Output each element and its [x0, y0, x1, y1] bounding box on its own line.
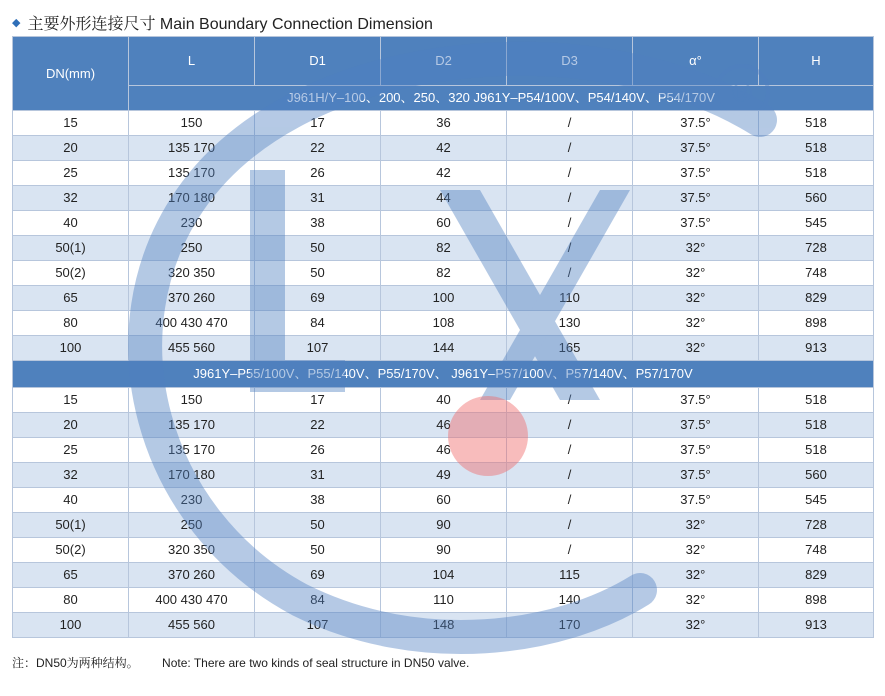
- table-cell: 400 430 470: [129, 311, 255, 336]
- table-cell: 170: [507, 613, 633, 638]
- table-cell: 32: [13, 463, 129, 488]
- group1-header-row: [13, 86, 874, 111]
- table-cell: 165: [507, 336, 633, 361]
- table-cell: 49: [381, 463, 507, 488]
- table-cell: 37.5°: [633, 438, 759, 463]
- table-row: [13, 136, 874, 161]
- table-row: [13, 111, 874, 136]
- table-cell: 60: [381, 211, 507, 236]
- header-row: [13, 37, 874, 86]
- table-cell: 455 560: [129, 336, 255, 361]
- table-row: [13, 613, 874, 638]
- table-cell: /: [507, 463, 633, 488]
- group1-label: J961H/Y–100、200、250、320 J961Y–P54/100V、P54/140V、P54/170V: [129, 86, 874, 111]
- table-cell: 230: [129, 488, 255, 513]
- table-row: [13, 211, 874, 236]
- table-cell: 829: [759, 563, 874, 588]
- table-cell: 42: [381, 161, 507, 186]
- group2-body: [13, 388, 874, 638]
- table-cell: 90: [381, 513, 507, 538]
- table-cell: /: [507, 513, 633, 538]
- note-en: Note: There are two kinds of seal structure in DN50 valve.: [162, 656, 470, 670]
- table-cell: 748: [759, 261, 874, 286]
- header-d3: D3: [507, 37, 633, 86]
- table-cell: 170 180: [129, 463, 255, 488]
- table-row: [13, 413, 874, 438]
- table-cell: 37.5°: [633, 136, 759, 161]
- table-cell: 46: [381, 438, 507, 463]
- table-cell: 22: [255, 136, 381, 161]
- table-cell: 400 430 470: [129, 588, 255, 613]
- table-cell: 42: [381, 136, 507, 161]
- table-cell: /: [507, 236, 633, 261]
- table-cell: 31: [255, 186, 381, 211]
- table-cell: 728: [759, 236, 874, 261]
- table-row: [13, 438, 874, 463]
- table-cell: /: [507, 538, 633, 563]
- table-cell: 80: [13, 311, 129, 336]
- diamond-bullet-icon: ◆: [12, 16, 21, 29]
- table-cell: 32°: [633, 261, 759, 286]
- table-cell: 50(1): [13, 513, 129, 538]
- table-cell: 140: [507, 588, 633, 613]
- table-row: [13, 488, 874, 513]
- table-cell: 38: [255, 488, 381, 513]
- table-cell: 518: [759, 111, 874, 136]
- table-cell: 898: [759, 588, 874, 613]
- table-cell: 32°: [633, 588, 759, 613]
- table-cell: 31: [255, 463, 381, 488]
- footnote: [12, 654, 469, 671]
- table-cell: 37.5°: [633, 413, 759, 438]
- table-cell: 32°: [633, 538, 759, 563]
- table-cell: 545: [759, 488, 874, 513]
- table-cell: 320 350: [129, 261, 255, 286]
- table-cell: 50(2): [13, 261, 129, 286]
- table-cell: 250: [129, 513, 255, 538]
- table-cell: 22: [255, 413, 381, 438]
- table-cell: 455 560: [129, 613, 255, 638]
- table-cell: 82: [381, 261, 507, 286]
- table-cell: 110: [507, 286, 633, 311]
- table-row: [13, 388, 874, 413]
- header-l: L: [129, 37, 255, 86]
- table-cell: 108: [381, 311, 507, 336]
- table-cell: 728: [759, 513, 874, 538]
- table-cell: 135 170: [129, 136, 255, 161]
- table-cell: 26: [255, 161, 381, 186]
- table-cell: 32: [13, 186, 129, 211]
- group1-body: [13, 111, 874, 361]
- table-cell: 100: [381, 286, 507, 311]
- header-h: H: [759, 37, 874, 86]
- table-row: [13, 538, 874, 563]
- dimension-table: [12, 36, 874, 638]
- table-cell: 25: [13, 161, 129, 186]
- table-cell: 69: [255, 286, 381, 311]
- table-cell: 913: [759, 336, 874, 361]
- group2-label: J961Y–P55/100V、P55/140V、P55/170V、 J961Y–P57/100V、P57/140V、P57/170V: [13, 361, 874, 388]
- table-cell: /: [507, 161, 633, 186]
- table-cell: 50(1): [13, 236, 129, 261]
- table-cell: 150: [129, 388, 255, 413]
- table-cell: 84: [255, 588, 381, 613]
- table-cell: 560: [759, 186, 874, 211]
- table-cell: 104: [381, 563, 507, 588]
- table-cell: /: [507, 388, 633, 413]
- table-cell: 32°: [633, 236, 759, 261]
- table-cell: 518: [759, 136, 874, 161]
- table-cell: 40: [13, 488, 129, 513]
- table-cell: 17: [255, 388, 381, 413]
- table-cell: 15: [13, 111, 129, 136]
- table-cell: 36: [381, 111, 507, 136]
- table-cell: /: [507, 211, 633, 236]
- table-cell: 26: [255, 438, 381, 463]
- table-cell: 65: [13, 286, 129, 311]
- table-row: [13, 186, 874, 211]
- table-cell: 15: [13, 388, 129, 413]
- table-cell: 20: [13, 413, 129, 438]
- table-cell: 130: [507, 311, 633, 336]
- table-cell: 50: [255, 236, 381, 261]
- table-cell: 107: [255, 613, 381, 638]
- table-cell: 17: [255, 111, 381, 136]
- table-cell: 32°: [633, 563, 759, 588]
- table-cell: 135 170: [129, 161, 255, 186]
- table-cell: /: [507, 136, 633, 161]
- table-cell: /: [507, 413, 633, 438]
- group2-header-row: [13, 361, 874, 388]
- table-cell: 748: [759, 538, 874, 563]
- table-cell: 37.5°: [633, 488, 759, 513]
- table-row: [13, 336, 874, 361]
- table-cell: 32°: [633, 513, 759, 538]
- note-cn: 注：DN50为两种结构。: [12, 656, 139, 670]
- table-cell: 40: [13, 211, 129, 236]
- table-cell: 25: [13, 438, 129, 463]
- table-row: [13, 311, 874, 336]
- table-cell: 37.5°: [633, 161, 759, 186]
- table-cell: 65: [13, 563, 129, 588]
- table-row: [13, 463, 874, 488]
- table-row: [13, 161, 874, 186]
- table-cell: 518: [759, 413, 874, 438]
- title-text: 主要外形连接尺寸 Main Boundary Connection Dimension: [27, 15, 433, 33]
- table-row: [13, 236, 874, 261]
- header-alpha: α°: [633, 37, 759, 86]
- page-title: [12, 10, 433, 34]
- table-cell: 250: [129, 236, 255, 261]
- table-cell: 50: [255, 538, 381, 563]
- table-cell: 100: [13, 613, 129, 638]
- svg-text:®: ®: [731, 77, 753, 108]
- table-cell: 560: [759, 463, 874, 488]
- table-cell: 38: [255, 211, 381, 236]
- table-cell: /: [507, 438, 633, 463]
- table-cell: 144: [381, 336, 507, 361]
- header-d1: D1: [255, 37, 381, 86]
- table-cell: 32°: [633, 613, 759, 638]
- table-cell: 37.5°: [633, 388, 759, 413]
- table-cell: 50(2): [13, 538, 129, 563]
- table-cell: 37.5°: [633, 186, 759, 211]
- table-cell: 518: [759, 161, 874, 186]
- table-row: [13, 261, 874, 286]
- table-cell: 100: [13, 336, 129, 361]
- table-cell: /: [507, 111, 633, 136]
- table-cell: 107: [255, 336, 381, 361]
- table-cell: 545: [759, 211, 874, 236]
- table-cell: /: [507, 488, 633, 513]
- table-cell: 80: [13, 588, 129, 613]
- table-cell: 370 260: [129, 563, 255, 588]
- table-cell: 50: [255, 513, 381, 538]
- header-dn: DN(mm): [13, 37, 129, 111]
- table-cell: 370 260: [129, 286, 255, 311]
- header-d2: D2: [381, 37, 507, 86]
- table-cell: 150: [129, 111, 255, 136]
- table-cell: 37.5°: [633, 463, 759, 488]
- table-cell: 230: [129, 211, 255, 236]
- table-cell: 135 170: [129, 413, 255, 438]
- table-cell: 40: [381, 388, 507, 413]
- table-cell: 37.5°: [633, 111, 759, 136]
- table-row: [13, 286, 874, 311]
- table-cell: 32°: [633, 286, 759, 311]
- table-cell: 135 170: [129, 438, 255, 463]
- table-cell: /: [507, 186, 633, 211]
- table-cell: 170 180: [129, 186, 255, 211]
- table-row: [13, 563, 874, 588]
- table-cell: 518: [759, 388, 874, 413]
- table-cell: 320 350: [129, 538, 255, 563]
- table-cell: 898: [759, 311, 874, 336]
- table-cell: 20: [13, 136, 129, 161]
- table-cell: 37.5°: [633, 211, 759, 236]
- table-cell: 518: [759, 438, 874, 463]
- table-cell: 32°: [633, 336, 759, 361]
- table-cell: 115: [507, 563, 633, 588]
- table-cell: 60: [381, 488, 507, 513]
- table-cell: 46: [381, 413, 507, 438]
- table-cell: 32°: [633, 311, 759, 336]
- table-cell: 50: [255, 261, 381, 286]
- table-cell: 84: [255, 311, 381, 336]
- table-cell: 913: [759, 613, 874, 638]
- table-cell: 44: [381, 186, 507, 211]
- table-row: [13, 588, 874, 613]
- table-row: [13, 513, 874, 538]
- table-cell: 82: [381, 236, 507, 261]
- table-cell: 110: [381, 588, 507, 613]
- table-cell: 69: [255, 563, 381, 588]
- table-cell: /: [507, 261, 633, 286]
- table-cell: 90: [381, 538, 507, 563]
- table-cell: 148: [381, 613, 507, 638]
- table-cell: 829: [759, 286, 874, 311]
